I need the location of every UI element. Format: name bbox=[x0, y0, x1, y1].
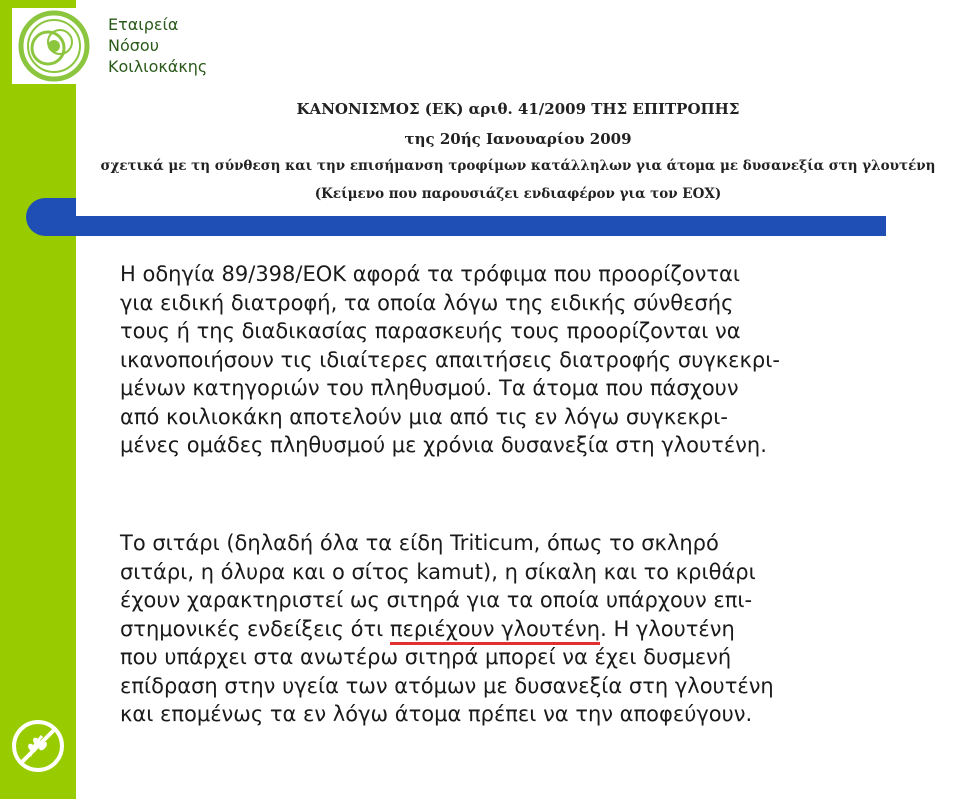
rings-logo-icon bbox=[12, 8, 102, 84]
paragraph-line: που υπάρχει στα ανωτέρω σιτηρά μπορεί να έχει δυσμενή bbox=[120, 645, 732, 669]
organization-logo bbox=[12, 8, 212, 84]
underlined-phrase: περιέχουν γλουτένη bbox=[390, 617, 600, 645]
paragraph-line: τους ή της διαδικασίας παρασκευής τους προορίζονται να bbox=[120, 319, 741, 343]
regulation-date: της 20ής Ιανουαρίου 2009 bbox=[404, 130, 632, 148]
line-text: . Η γλουτένη bbox=[600, 616, 735, 641]
paragraph-cereals bbox=[120, 529, 960, 729]
paragraph-line: και επομένως τα εν λόγω άτομα πρέπει να την αποφεύγουν. bbox=[120, 702, 753, 726]
logo-line-1: Εταιρεία bbox=[108, 15, 179, 34]
paragraph-line: από κοιλιοκάκη αποτελούν μια από τις εν λόγω συγκεκρι- bbox=[120, 404, 728, 429]
paragraph-line: Το σιτάρι (δηλαδή όλα τα είδη Triticum, όπως το σκληρό bbox=[120, 531, 719, 555]
line-text: στημονικές ενδείξεις ότι bbox=[120, 616, 390, 641]
paragraph-line: μένες ομάδες πληθυσμού με χρόνια δυσανεξία στη γλουτένη. bbox=[120, 433, 767, 457]
paragraph-line-highlight bbox=[120, 615, 960, 644]
paragraph-line: σιτάρι, η όλυρα και ο σίτος kamut), η σίκαλη και το κριθάρι bbox=[120, 559, 756, 584]
logo-line-3: Κοιλιοκάκης bbox=[108, 57, 208, 76]
regulation-title: ΚΑΝΟΝΙΣΜΟΣ (ΕΚ) αριθ. 41/2009 ΤΗΣ ΕΠΙΤΡΟΠΗΣ bbox=[296, 100, 740, 118]
logo-line-2: Νόσου bbox=[108, 36, 159, 55]
left-green-bar bbox=[0, 0, 76, 799]
regulation-note: (Κείμενο που παρουσιάζει ενδιαφέρον για τον ΕΟΧ) bbox=[314, 186, 722, 202]
logo-text bbox=[108, 14, 207, 77]
paragraph-directive bbox=[120, 260, 960, 460]
regulation-subject: σχετικά με τη σύνθεση και την επισήμανση τροφίμων κατάλληλων για άτομα με δυσανεξία στη γλουτένη bbox=[100, 158, 936, 174]
paragraph-line: ικανοποιήσουν τις ιδιαίτερες απαιτήσεις διατροφής συγκεκρι- bbox=[120, 347, 780, 372]
paragraph-line: για ειδική διατροφή, τα οποία λόγω της ειδικής σύνθεσής bbox=[120, 290, 734, 315]
paragraph-line: μένων κατηγοριών του πληθυσμού. Τα άτομα που πάσχουν bbox=[120, 376, 739, 400]
paragraph-line: Η οδηγία 89/398/ΕΟΚ αφορά τα τρόφιμα που προορίζονται bbox=[120, 262, 740, 286]
gluten-free-icon bbox=[8, 716, 68, 776]
paragraph-line: επίδραση στην υγεία των ατόμων με δυσανεξία στη γλουτένη bbox=[120, 673, 774, 698]
paragraph-line: έχουν χαρακτηριστεί ως σιτηρά για τα οποία υπάρχουν επι- bbox=[120, 588, 753, 612]
